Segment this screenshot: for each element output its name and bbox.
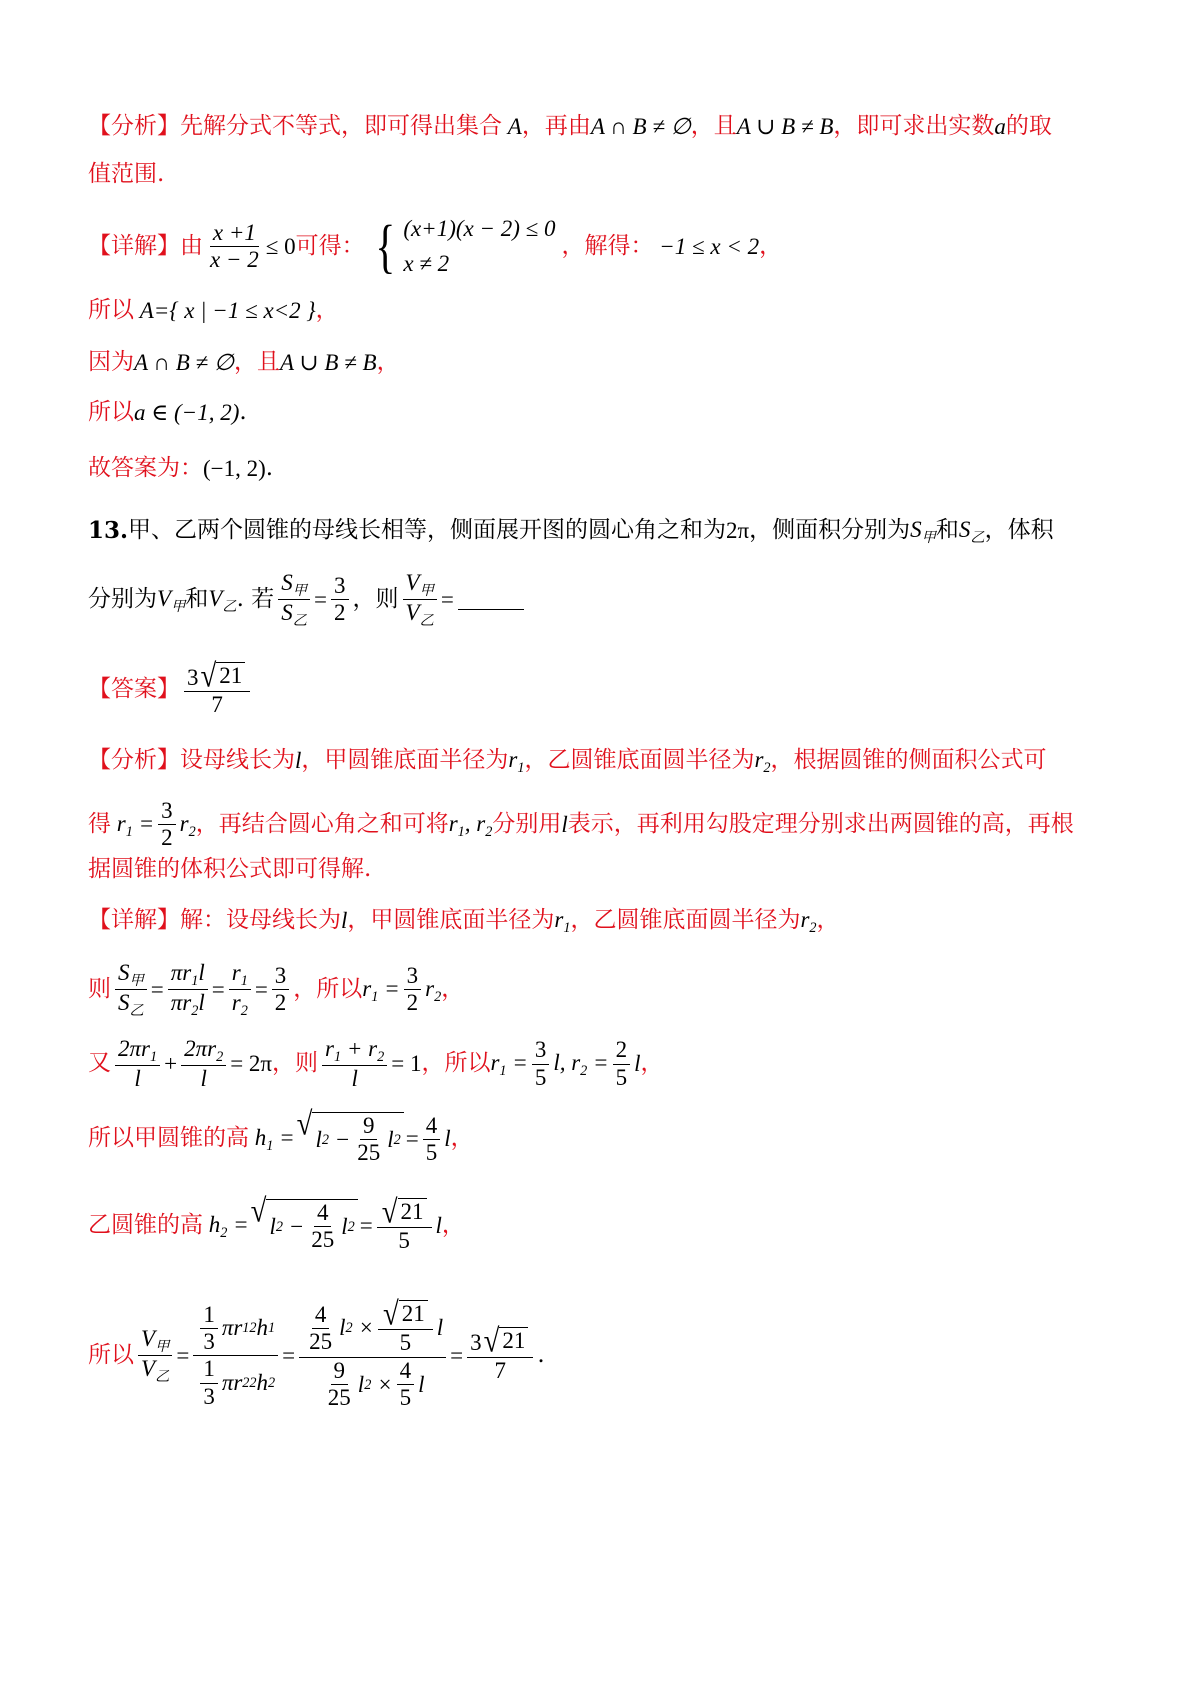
p12-line6: 故答案为： (−1, 2) . xyxy=(88,455,274,481)
fraction: $\frac{V_甲}{V_乙}$ xyxy=(403,570,437,630)
p12-analysis-line1: 【分析】 先解分式不等式，即可得出集合 A ，再由 A ∩ B ≠ ∅ ，且 A ∪ B ≠ B ，即可求出实数 a 的取 xyxy=(88,112,1140,142)
p13-analysis-line3: 据圆锥的体积公式即可得解. xyxy=(88,856,372,882)
fraction: $\frac{3}{2}$ xyxy=(272,963,290,1017)
p13-detail-line1: 【详解】 解：设母线长为 l ，甲圆锥底面半径为 $r_1$ ，乙圆锥底面圆半径为 $r_2$ ， xyxy=(88,907,840,936)
fraction: $\frac{4}{25}$ l 2 × √ 21 5 l $\frac{9}{25}$ l 2 × $\frac{4}{5}$ l xyxy=(299,1300,446,1412)
answer-tag: 【答案】 xyxy=(88,676,180,703)
fraction: 3 √ 21 7 xyxy=(467,1327,533,1384)
fraction: √ 21 5 xyxy=(377,1198,432,1255)
p13-answer xyxy=(88,657,1140,719)
equation-system: { (x+1)(x − 2) ≤ 0 x ≠ 2 xyxy=(374,212,556,279)
p13-step4: 乙圆锥的高 $h_2$ = √ l 2 − $\frac{4}{25}$ l 2 = √ 21 5 l ， xyxy=(88,1192,465,1254)
fraction: $\frac{x +1}{x - 2}$ xyxy=(210,219,259,272)
fraction: $\frac{2\pi r_2}{l}$ xyxy=(181,1036,226,1093)
fraction: $\frac{3}{5}$ xyxy=(532,1037,550,1091)
p13-step2: 又 $\frac{2\pi r_1}{l}$ + $\frac{2\pi r_2}{l}$ = 2π ，则 $\frac{r_1 + r_2}{l}$ = 1 ，所以 $r_1$ = $\frac{3}{5}$ l, $r_2$ = $\frac{2}{5}$ l ， xyxy=(88,1036,664,1092)
fraction: $\frac{r_1 + r_2}{l}$ xyxy=(322,1036,387,1093)
square-root: √ l 2 − $\frac{9}{25}$ l 2 xyxy=(297,1112,404,1167)
fraction: $\frac{\pi r_1l}{\pi r_2l}$ xyxy=(168,960,208,1020)
fraction: $\frac{4}{5}$ xyxy=(423,1113,441,1167)
p13-analysis-line2: 得 $r_1$ = $\frac{3}{2}$ $r_2$ ，再结合圆心角之和可将 $r_1$, $r_2$ 分别用 l 表示，再利用勾股定理分别求出两圆锥的高，再根 xyxy=(88,798,1074,851)
detail-tag: 【详解】 xyxy=(88,232,180,259)
p13-step1: 则 $\frac{S_甲}{S_乙}$ = $\frac{\pi r_1l}{\pi r_2l}$ = $\frac{r_1}{r_2}$ = $\frac{3}{2}$ ，所以 $r_1$ = $\frac{3}{2}$ $r_2$ ， xyxy=(88,960,465,1020)
p12-line4: 因为 A ∩ B ≠ ∅ ，且 A ∪ B ≠ B ， xyxy=(88,349,400,375)
fraction: $\frac{3}{2}$ xyxy=(331,573,349,627)
p13-step3: 所以甲圆锥的高 $h_1$ = √ l 2 − $\frac{9}{25}$ l 2 = $\frac{4}{5}$ l ， xyxy=(88,1105,474,1166)
fraction: $\frac{1}{3}$ πr 1 2 h 1 $\frac{1}{3}$ πr 2 2 h 2 xyxy=(193,1302,278,1411)
p12-line5: 所以 a ∈ (−1, 2) . xyxy=(88,399,247,425)
fraction: $\frac{3}{2}$ xyxy=(158,798,176,852)
fraction: $\frac{r_1}{r_2}$ xyxy=(229,960,251,1020)
fraction: $\frac{3}{2}$ xyxy=(404,963,422,1017)
fraction: $\frac{S_甲}{S_乙}$ xyxy=(278,570,310,630)
p13-step5: 所以 $\frac{V_甲}{V_乙}$ = $\frac{1}{3}$ πr 1 2 h 1 $\frac{1}{3}$ πr 2 2 h 2 = $\frac{4}{25}$ l 2 × √ 21 5 l $\frac{9}{25}$ l 2 × $\frac{4}{5}$ l = 3 √ 21 7 . xyxy=(88,1295,545,1411)
fraction: $\frac{2}{5}$ xyxy=(613,1037,631,1091)
p13-stem-line2: 分别为 $V_甲$ 和 $V_乙$ . 若 $\frac{S_甲}{S_乙}$ = $\frac{3}{2}$ ，则 $\frac{V_甲}{V_乙}$ = xyxy=(88,570,1140,630)
fraction: 3 √ 21 7 xyxy=(184,662,250,719)
p13-analysis-line1: 【分析】 设母线长为 l ，甲圆锥底面半径为 $r_1$ ，乙圆锥底面圆半径为 $r_2$ ，根据圆锥的侧面积公式可 xyxy=(88,747,1047,776)
analysis-tag: 【分析】 xyxy=(88,113,180,139)
p12-line3: 所以 A={ x | −1 ≤ x<2 } ， xyxy=(88,297,339,323)
fraction: $\frac{2\pi r_1}{l}$ xyxy=(115,1036,160,1093)
fraction: $\frac{S_甲}{S_乙}$ xyxy=(115,960,147,1020)
fraction: $\frac{V_甲}{V_乙}$ xyxy=(138,1326,172,1386)
square-root: √ l 2 − $\frac{4}{25}$ l 2 xyxy=(251,1199,358,1254)
p12-analysis-line2: 值范围. xyxy=(88,161,165,187)
p13-stem-line1: 13. 甲、乙两个圆锥的母线长相等，侧面展开图的圆心角之和为 2π ，侧面积分别为 $S_甲$ 和 $S_乙$ ，体积 xyxy=(88,517,1054,546)
question-number: 13. xyxy=(88,517,129,545)
answer-blank xyxy=(458,589,524,610)
p12-detail-line1: 【详解】 由 $\frac{x +1}{x - 2}$ ≤ 0 可得： { (x+1)(x − 2) ≤ 0 x ≠ 2 ，解得： −1 ≤ x < 2 ， xyxy=(88,212,1140,281)
